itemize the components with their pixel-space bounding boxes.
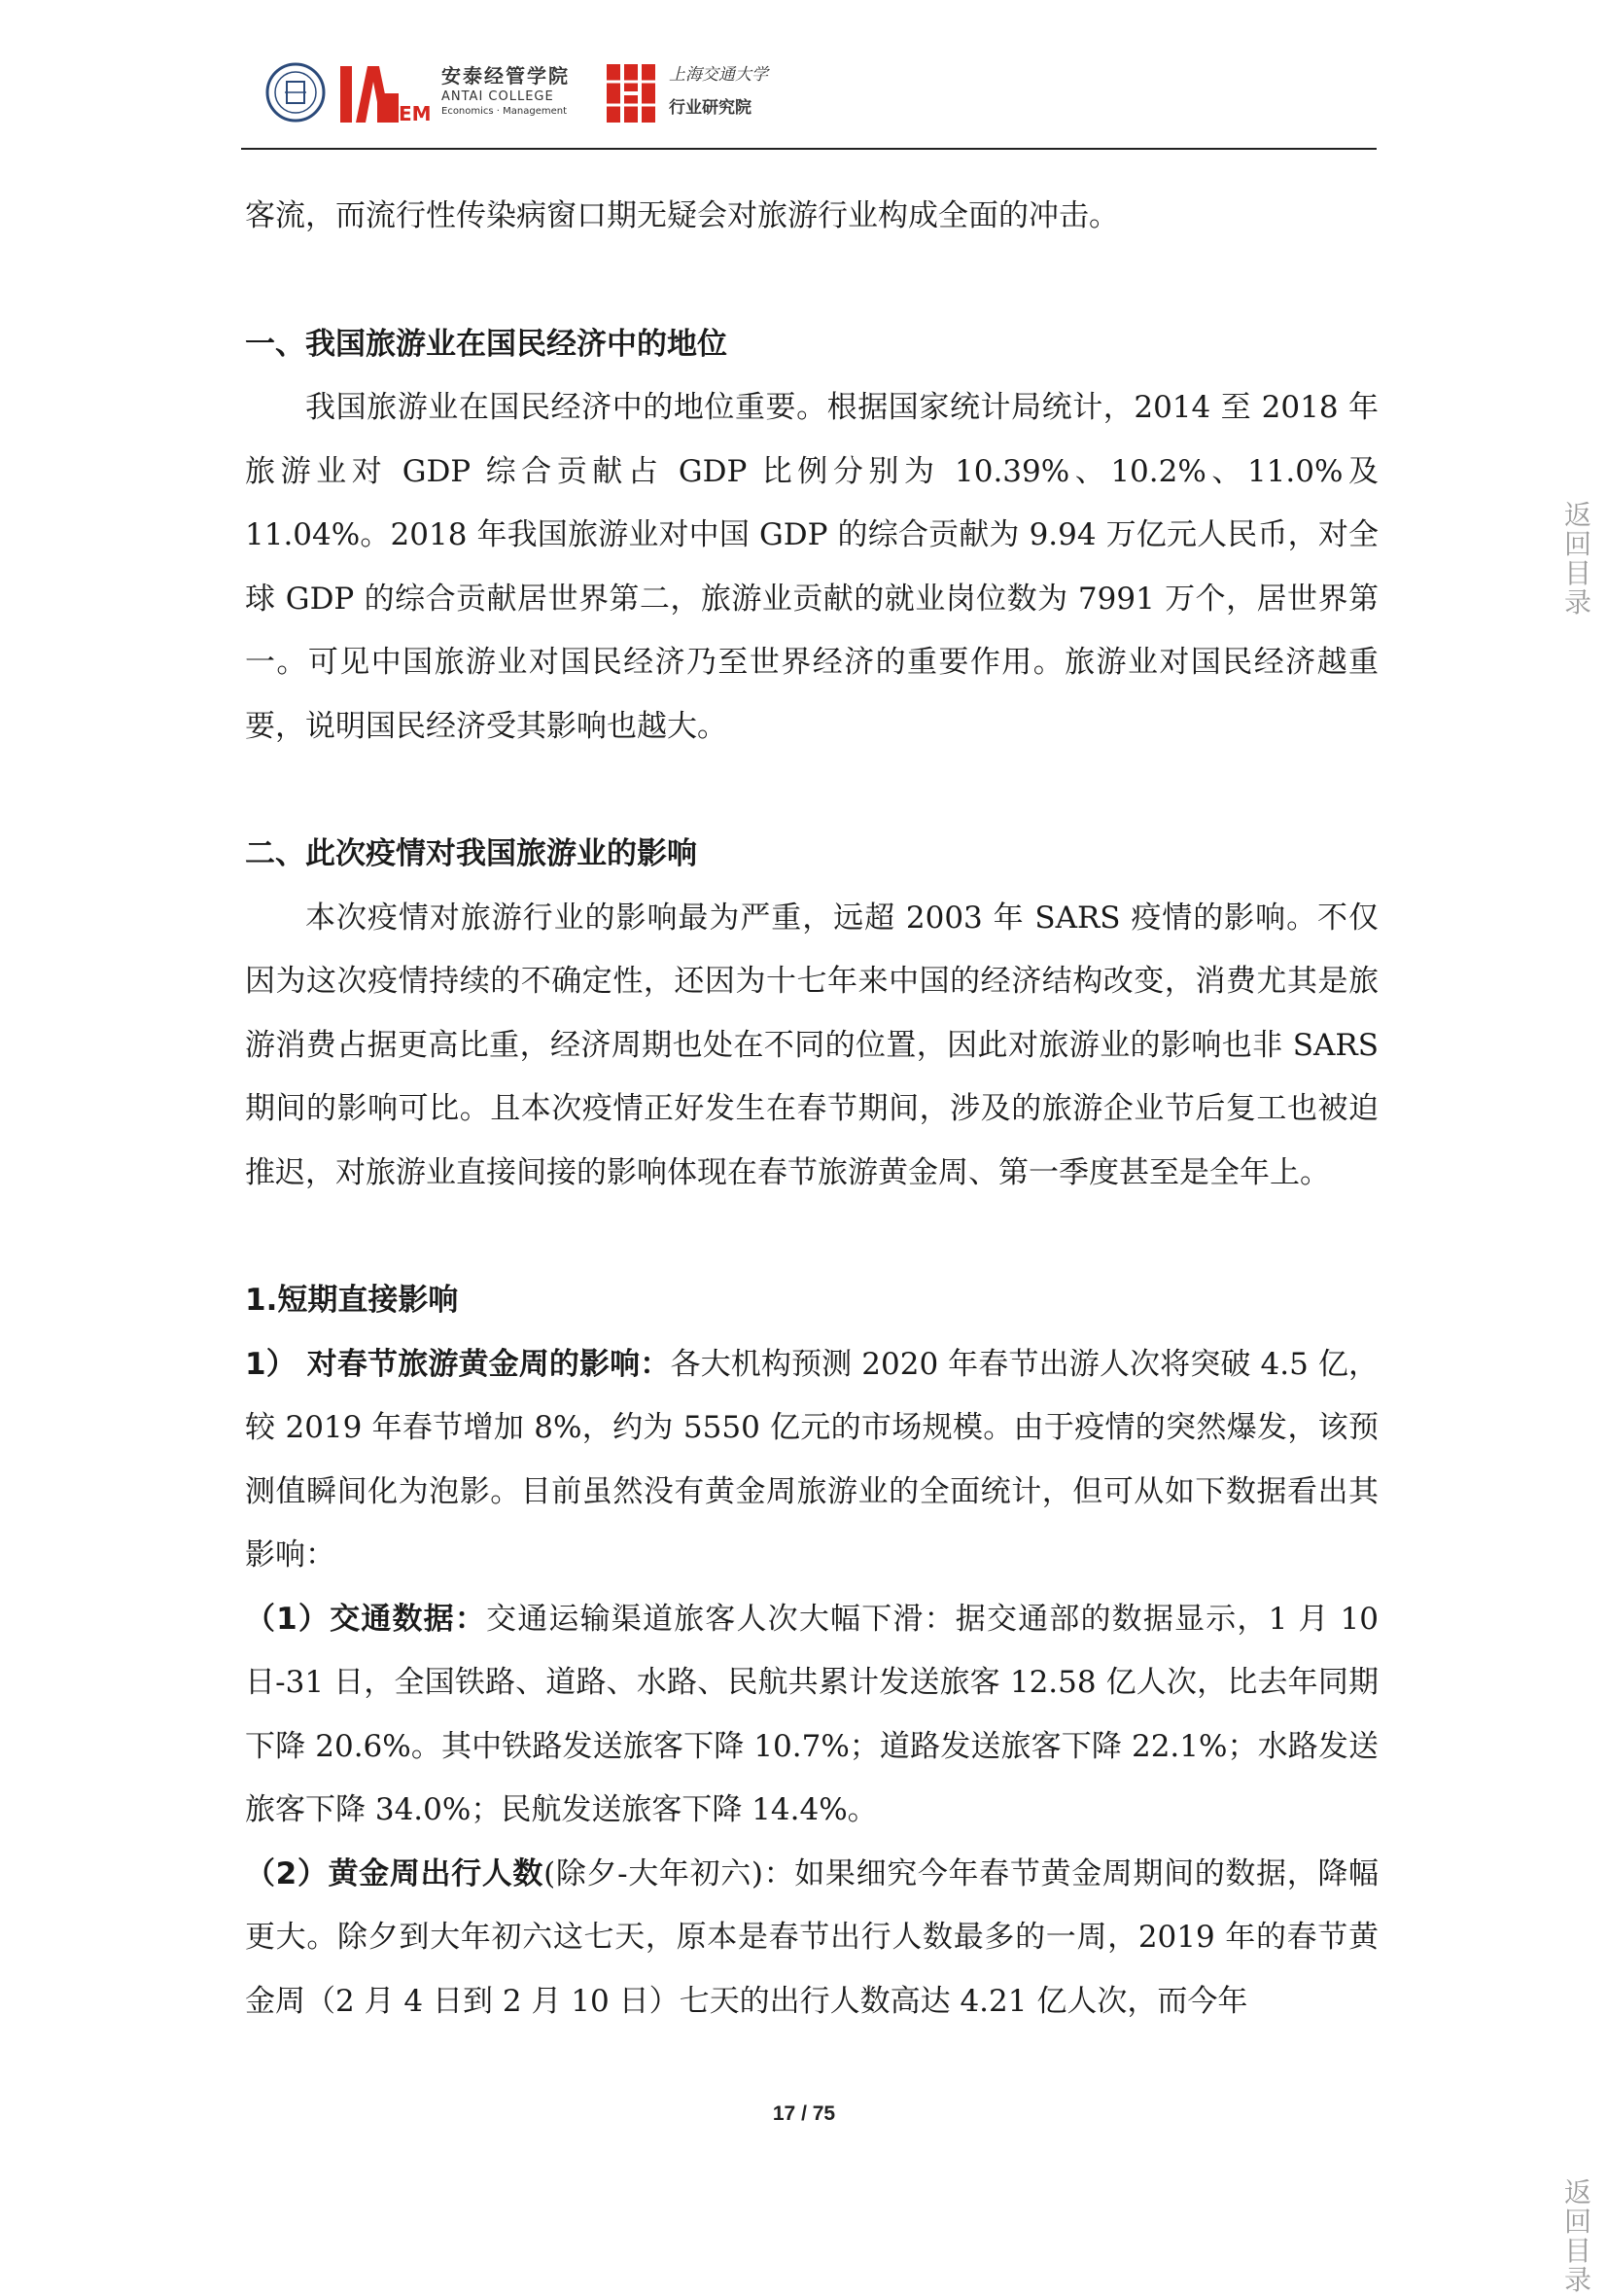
acem-logo xyxy=(338,60,432,128)
back-to-toc-label: 返 回 目 录 xyxy=(1563,2176,1591,2296)
back-to-toc-label: 返 回 目 录 xyxy=(1563,499,1591,618)
item1b-text: (除夕-大年初六)：如果细究今年春节黄金周期间的数据，降幅更大。除夕到大年初六这七天，原本是春节出行人数最多的一周，2019 年的春节黄金周（2 月 4 日到 2 月 10 日）七天的出行人数高达 4.21 亿人次，而今年 xyxy=(245,1855,1379,2019)
intro-line: 客流，而流行性传染病窗口期无疑会对旅游行业构成全面的冲击。 xyxy=(245,198,1119,233)
section2-title: 二、此次疫情对我国旅游业的影响 xyxy=(245,836,697,871)
item1-text: 各大机构预测 2020 年春节出游人次将突破 4.5 亿，较 2019 年春节增加 8%，约为 5550 亿元的市场规模。由于疫情的突然爆发，该预测值瞬间化为泡影。目前虽然没有黄金周旅游业的全面统计，但可从如下数据看出其影响： xyxy=(245,1346,1379,1572)
page-header xyxy=(241,51,1377,148)
sjtu-name: 上海交通大学 xyxy=(669,65,768,85)
back-to-toc-link-bottom[interactable] xyxy=(1561,2178,1594,2295)
sjtu-seal-logo xyxy=(265,62,326,123)
item1a-text: 交通运输渠道旅客人次大幅下滑：据交通部的数据显示，1 月 10 日-31 日，全国铁路、道路、水路、民航共累计发送旅客 12.58 亿人次，比去年同期下降 20.6%。其中铁路发送旅客下降 10.7%；道路发送旅客下降 22.1%；水路发送旅客下降 34.0%；民航发送旅客下降 14.4%。 xyxy=(245,1601,1388,1827)
back-to-toc-link-top[interactable] xyxy=(1561,501,1594,618)
item1a-paragraph xyxy=(245,1588,1388,1843)
institute-wordmark xyxy=(669,62,768,121)
institute-logo-mark xyxy=(603,60,659,126)
item1-lead: 1） 对春节旅游黄金周的影响： xyxy=(245,1346,671,1382)
subsection1-title: 1.短期直接影响 xyxy=(245,1283,459,1318)
antai-name-cn: 安泰经管学院 xyxy=(441,64,570,88)
section2-paragraph: 本次疫情对旅游行业的影响最为严重，远超 2003 年 SARS 疫情的影响。不仅因为这次疫情持续的不确定性，还因为十七年来中国的经济结构改变，消费尤其是旅游消费占据更高比重，经济周期也处在不同的位置，因此对旅游业的影响也非 SARS 期间的影响可比。且本次疫情正好发生在春节期间，涉及的旅游企业节后复工也被迫推迟，对旅游业直接间接的影响体现在春节旅游黄金周、第一季度甚至是全年上。 xyxy=(245,900,1388,1190)
svg-text:EM: EM xyxy=(399,102,432,125)
item1-paragraph xyxy=(245,1333,1379,1588)
antai-name-en: ANTAI COLLEGE xyxy=(441,89,554,104)
section1-paragraph: 我国旅游业在国民经济中的地位重要。根据国家统计局统计，2014 至 2018 年旅游业对 GDP 综合贡献占 GDP 比例分别为 10.39%、10.2%、11.0%及 11.04%。2018 年我国旅游业对中国 GDP 的综合贡献为 9.94 万亿元人民币，对全球 GDP 的综合贡献居世界第二，旅游业贡献的就业岗位数为 7991 万个，居世界第一。可见中国旅游业对国民经济乃至世界经济的重要作用。旅游业对国民经济越重要，说明国民经济受其影响也越大。 xyxy=(245,390,1388,744)
antai-tagline: Economics · Management xyxy=(441,106,568,117)
section1-title: 一、我国旅游业在国民经济中的地位 xyxy=(245,326,727,362)
item1b-paragraph xyxy=(245,1843,1379,2034)
antai-college-wordmark xyxy=(441,64,570,118)
institute-name: 行业研究院 xyxy=(669,98,752,118)
header-divider xyxy=(241,148,1377,150)
item1b-lead: （2）黄金周出行人数 xyxy=(245,1855,544,1891)
page-number: 17 / 75 xyxy=(772,2102,836,2125)
item1a-lead: （1）交通数据： xyxy=(245,1601,487,1637)
document-body xyxy=(245,185,1388,2033)
